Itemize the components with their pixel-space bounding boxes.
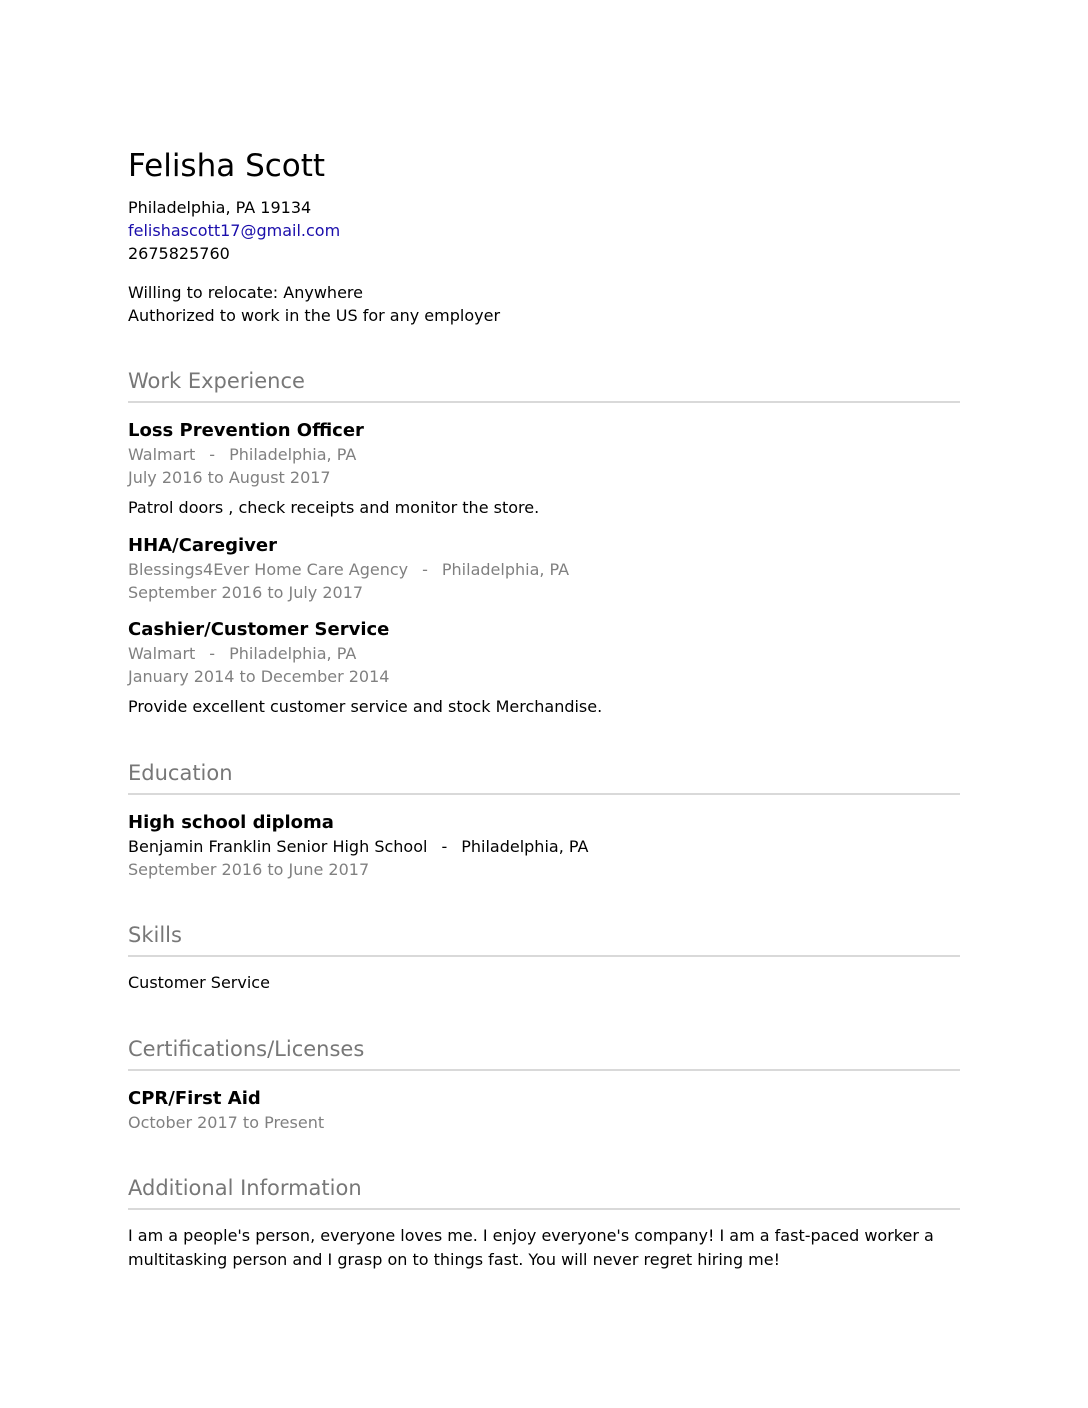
school-line xyxy=(128,835,960,858)
job-title: Cashier/Customer Service xyxy=(128,619,390,640)
additional-info-text: I am a people's person, everyone loves me. I enjoy everyone's company! I am a fast-paced worker a multitasking person and I grasp on to things fast. You will never regret hiring me! xyxy=(128,1226,934,1269)
work-experience-section xyxy=(128,367,960,719)
job-employer-line xyxy=(128,642,960,665)
education-section xyxy=(128,759,960,881)
job-location: Philadelphia, PA xyxy=(229,644,357,663)
job-entry xyxy=(128,534,960,604)
skill-item: Customer Service xyxy=(128,973,270,992)
work-authorization: Authorized to work in the US for any employer xyxy=(128,306,501,325)
job-entry xyxy=(128,419,960,520)
job-dates: September 2016 to July 2017 xyxy=(128,583,364,602)
separator: - xyxy=(441,837,448,856)
resume-page xyxy=(128,146,960,1272)
additional-info-heading: Additional Information xyxy=(128,1174,960,1210)
additional-info-section xyxy=(128,1174,960,1272)
education-entry xyxy=(128,811,960,881)
skills-heading: Skills xyxy=(128,921,960,957)
separator: - xyxy=(209,644,216,663)
candidate-name: Felisha Scott xyxy=(128,148,326,184)
certifications-section xyxy=(128,1035,960,1134)
work-experience-heading: Work Experience xyxy=(128,367,960,403)
candidate-location: Philadelphia, PA 19134 xyxy=(128,198,312,217)
certification-entry xyxy=(128,1087,960,1134)
candidate-phone: 2675825760 xyxy=(128,244,230,263)
job-entry xyxy=(128,618,960,719)
job-dates: July 2016 to August 2017 xyxy=(128,468,331,487)
job-company: Blessings4Ever Home Care Agency xyxy=(128,560,409,579)
school-name: Benjamin Franklin Senior High School xyxy=(128,837,428,856)
certification-title: CPR/First Aid xyxy=(128,1088,261,1109)
job-location: Philadelphia, PA xyxy=(441,560,570,579)
job-company: Walmart xyxy=(128,644,196,663)
separator: - xyxy=(422,560,428,579)
job-employer-line xyxy=(128,443,960,466)
education-dates: September 2016 to June 2017 xyxy=(128,860,370,879)
job-dates: January 2014 to December 2014 xyxy=(128,667,390,686)
separator: - xyxy=(209,445,216,464)
job-company: Walmart xyxy=(128,445,196,464)
certifications-heading: Certifications/Licenses xyxy=(128,1035,960,1071)
job-title: HHA/Caregiver xyxy=(128,535,277,556)
relocation-preference: Willing to relocate: Anywhere xyxy=(128,283,363,302)
job-description: Patrol doors , check receipts and monitor the store. xyxy=(128,498,540,517)
school-location: Philadelphia, PA xyxy=(461,837,589,856)
skills-section xyxy=(128,921,960,995)
degree-title: High school diploma xyxy=(128,812,334,833)
education-heading: Education xyxy=(128,759,960,795)
candidate-email-link[interactable]: felishascott17@gmail.com xyxy=(128,221,341,240)
job-location: Philadelphia, PA xyxy=(229,445,357,464)
job-employer-line xyxy=(128,558,960,581)
job-description: Provide excellent customer service and stock Merchandise. xyxy=(128,697,603,716)
job-title: Loss Prevention Officer xyxy=(128,420,364,441)
certification-dates: October 2017 to Present xyxy=(128,1113,325,1132)
